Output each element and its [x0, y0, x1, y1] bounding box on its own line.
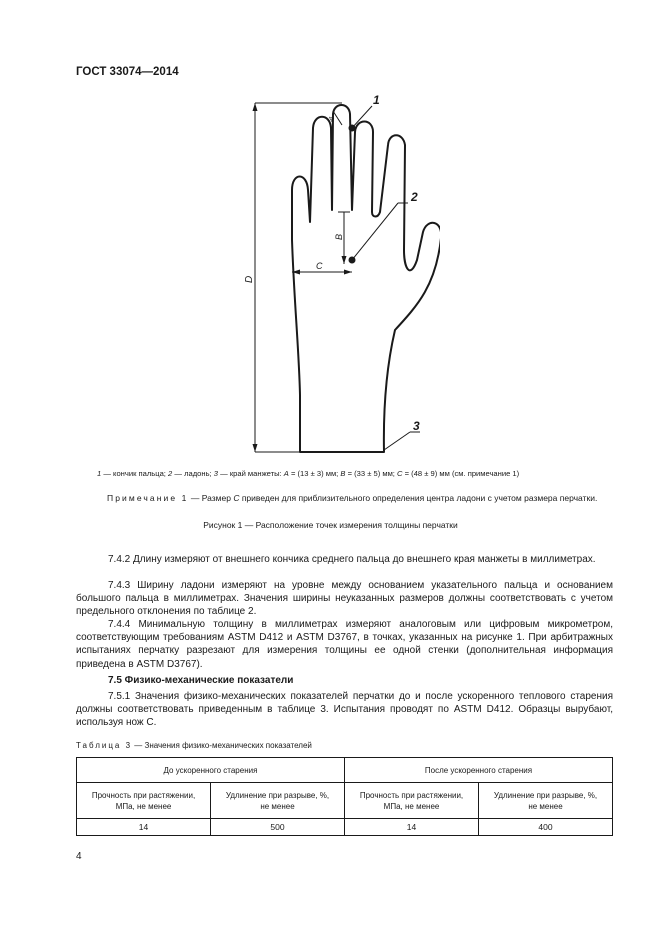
glove-measurement-figure — [230, 88, 440, 458]
paragraph-7-4-2: 7.4.2 Длину измеряют от внешнего кончика среднего пальца до внешнего края манжеты в миллиметрах. — [108, 554, 596, 565]
glove-outline — [292, 105, 440, 452]
paragraph-7-4-4: 7.4.4 Минимальную толщину в миллиметрах измеряют аналоговым или цифровым микрометром, соответствующим требованиям ASTM D412 и ASTM D3767, в точках, указанных на рисунке 1. При арбитражных испытаниях перчатку разрезают для измерения толщины ее одной стенки (дополнительная информация приведена в ASTM D3767). — [76, 619, 613, 670]
measurement-point-2 — [349, 257, 356, 264]
measurement-point-1 — [349, 125, 356, 132]
sub-header-cell: Удлинение при разрыве, %, не менее — [211, 783, 345, 819]
sub-header-cell: Прочность при растяжении, МПа, не менее — [344, 783, 478, 819]
callout-2-label: 2 — [411, 190, 418, 204]
callout-2-leader — [352, 203, 398, 260]
section-heading-7-5: 7.5 Физико-механические показатели — [108, 675, 294, 686]
callout-1-leader — [352, 106, 372, 128]
figure-legend: 1 — кончик пальца; 2 — ладонь; 3 — край манжеты: A = (13 ± 3) мм; B = (33 ± 5) мм; C = (48 ± 9) мм (см. примечание 1) — [97, 469, 520, 478]
group-header-before-aging: До ускоренного старения — [77, 758, 345, 783]
paragraph-7-4-3: 7.4.3 Ширину ладони измеряют на уровне между основанием указательного пальца и основанием большого пальца в миллиметрах. Значения ширины неуказанных размеров должны соответствовать с учетом предельного отклонения по таблице 2. — [76, 580, 613, 618]
table-row — [77, 819, 613, 836]
callout-1-label: 1 — [373, 93, 380, 107]
table-cell: 400 — [479, 819, 613, 836]
dimension-c-label: C — [316, 261, 323, 271]
figure-note: Примечание 1 — Размер C приведен для приблизительного определения центра ладони с учетом размера перчатки. — [107, 493, 598, 503]
callout-3-leader — [384, 432, 410, 450]
table-sub-header-row — [77, 783, 613, 819]
sub-header-cell: Прочность при растяжении, МПа, не менее — [77, 783, 211, 819]
paragraph-7-5-1: 7.5.1 Значения физико-механических показателей перчатки до и после ускоренного теплового старения должны соответствовать приведенным в таблице 3. Испытания проводят по ASTM D412. Образцы вырубают, используя нож С. — [76, 691, 613, 729]
table-cell: 14 — [344, 819, 478, 836]
table-caption: Таблица 3 — Значения физико-механических показателей — [76, 741, 312, 750]
table-group-header-row — [77, 758, 613, 783]
dimension-d-label: D — [244, 275, 255, 283]
table-cell: 500 — [211, 819, 345, 836]
table-cell: 14 — [77, 819, 211, 836]
figure-caption: Рисунок 1 — Расположение точек измерения толщины перчатки — [203, 520, 458, 530]
group-header-after-aging: После ускоренного старения — [344, 758, 612, 783]
dimension-b-label: B — [334, 233, 344, 240]
dimension-a-label: A — [327, 115, 337, 123]
properties-table — [76, 757, 613, 836]
document-header: ГОСТ 33074—2014 — [76, 66, 179, 78]
callout-3-label: 3 — [413, 419, 420, 433]
sub-header-cell: Удлинение при разрыве, %, не менее — [479, 783, 613, 819]
page-number: 4 — [76, 851, 82, 862]
